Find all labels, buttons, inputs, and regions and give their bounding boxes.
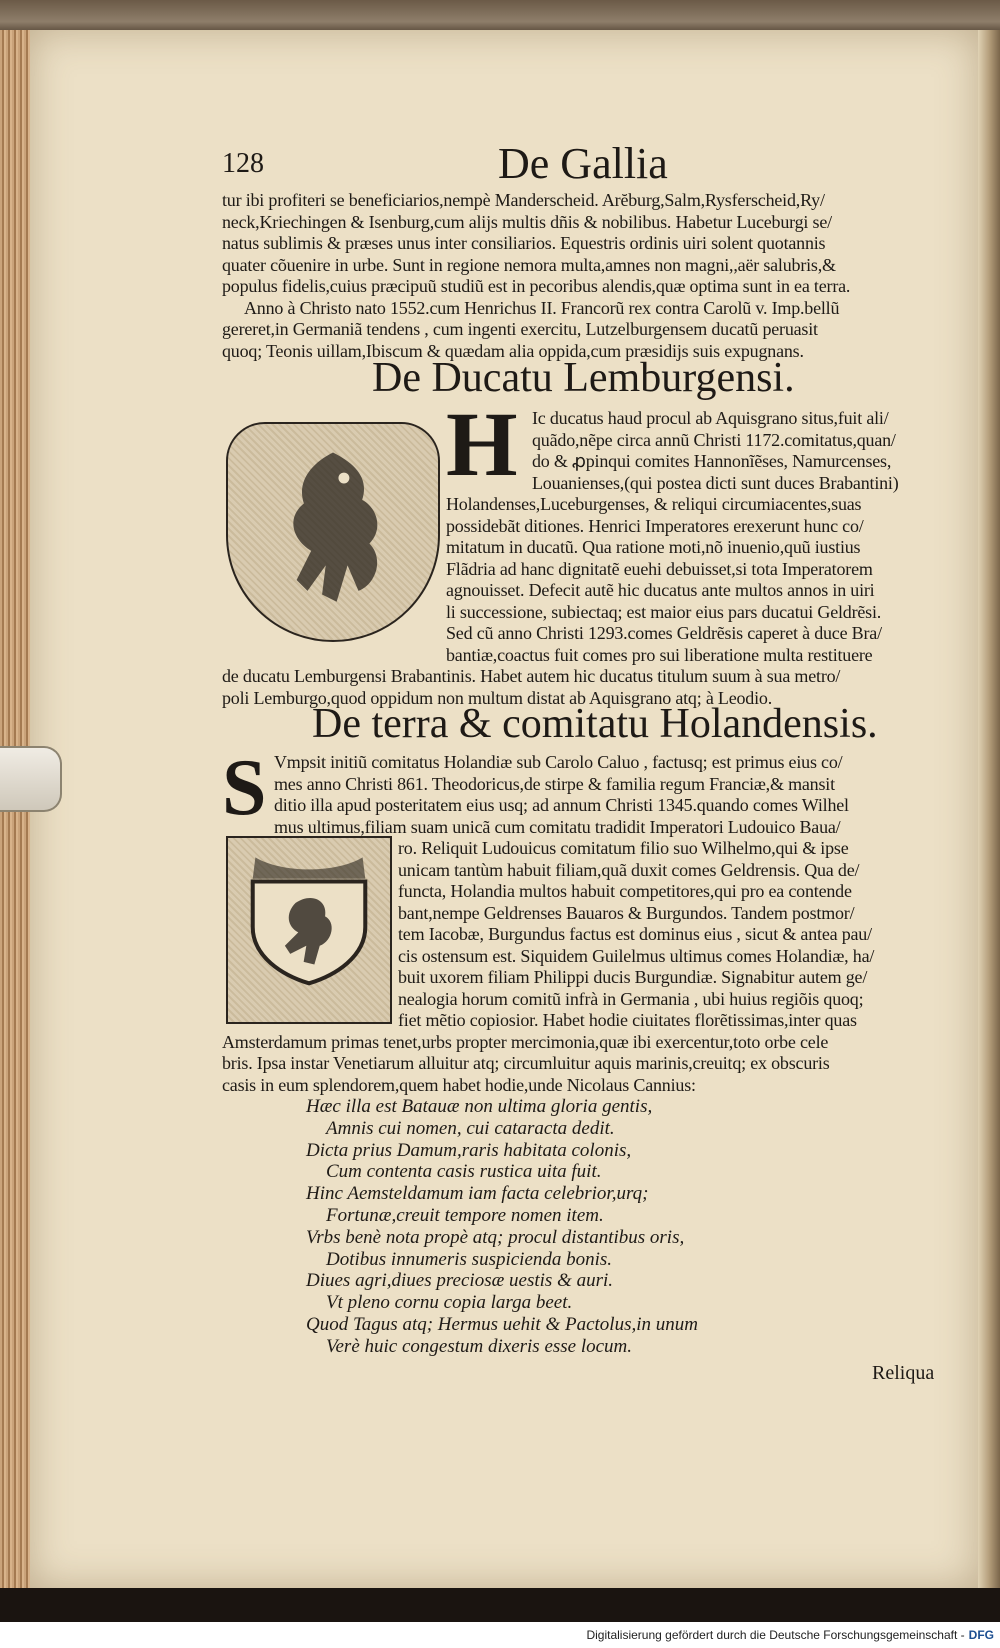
text-line: Fortunæ,creuit tempore nomen item. [326, 1205, 604, 1226]
text-line: ditio illa apud posteritatem eius usq; ad annum Christi 1345.quando comes Wilhel [274, 795, 849, 815]
dfg-logo: DFG [968, 1628, 994, 1642]
holland-coat-of-arms [226, 836, 392, 1024]
dropcap-h: H [446, 393, 518, 495]
lion-rampant-icon [242, 438, 424, 620]
dropcap-s: S [222, 744, 267, 832]
text-line: Dicta prius Damum,raris habitata colonis, [306, 1139, 632, 1161]
text-line: possidebãt ditiones. Henrici Imperatores erexerunt hunc co/ [446, 515, 864, 536]
text-line: do & ꝓpinqui comites Hannonĩẽses, Namurcenses, [532, 451, 892, 471]
text-line: Sed cũ anno Christi 1293.comes Geldrẽsis caperet à duce Bra/ [446, 623, 882, 643]
text-line: Diues agri,diues preciosæ uestis & auri. [306, 1270, 613, 1292]
heading-lemburg: De Ducatu Lemburgensi. [372, 355, 795, 401]
text-line: Vt pleno cornu copia larga beet. [326, 1292, 573, 1314]
text-line: nealogia horum comitũ infrà in Germania , ubi huius regiõis quoq; [398, 988, 864, 1009]
text-line: mus ultimus,filiam suam unicã cum comitatu tradidit Imperatori Ludouico Baua/ [274, 816, 841, 837]
text-line: populus fidelis,cuius præcipuũ studiũ est in pecoribus alendis,quæ optima sunt in ea terra. [222, 276, 851, 296]
text-line: Amnis cui nomen, cui cataracta dedit. [326, 1117, 615, 1139]
text-line: Verè huic congestum dixeris esse locum. [326, 1335, 633, 1357]
catchword: Reliqua [872, 1362, 935, 1384]
text-line: Quod Tagus atq; Hermus uehit & Pactolus,in unum [306, 1314, 698, 1335]
text-line: Hinc Aemsteldamum iam facta celebrior,urq; [306, 1183, 649, 1205]
text-line: quater cõuenire in urbe. Sunt in regione nemora multa,amnes non magni,,aër salubris,& [222, 254, 836, 275]
text-line: quoq; Teonis uillam,Ibiscum & quædam alia oppida,cum præsidijs suis expugnans. [222, 340, 804, 361]
text-line: Vrbs benè nota propè atq; procul distantibus oris, [306, 1226, 685, 1248]
footer-text: Digitalisierung gefördert durch die Deutsche Forschungsgemeinschaft - [586, 1628, 965, 1642]
text-line: bris. Ipsa instar Venetiarum alluitur atq; circumluitur aquis marinis,creuitq; ex obscuris [222, 1053, 830, 1073]
text-line: casis in eum splendorem,quem habet hodie,unde Nicolaus Cannius: [222, 1074, 696, 1095]
text-line: bant,nempe Geldrenses Bauaros & Burgundos. Tandem postmor/ [398, 902, 855, 923]
text-line: Anno à Christo nato 1552.cum Henrichus II. Francorũ rex contra Carolũ v. Imp.bellũ [244, 297, 840, 318]
text-line: mes anno Christi 861. Theodoricus,de stirpe & familia regum Franciæ,& mansit [274, 773, 835, 794]
text-line: Cum contenta casis rustica uita fuit. [326, 1161, 602, 1183]
text-line: ro. Reliquit Ludouicus comitatum filio suo Wilhelmo,qui & ipse [398, 838, 849, 858]
text-line: Dotibus innumeris suspicienda bonis. [326, 1248, 613, 1270]
text-line: fiet mẽtio copiosior. Habet hodie ciuitates florẽtissimas,inter quas [398, 1010, 857, 1030]
text-line: gereret,in Germaniã tendens , cum ingenti exercitu, Lutzelburgensem ducatũ peruasit [222, 319, 818, 339]
text-line: bantiæ,coactus fuit comes pro sui liberatione multa restituere [446, 644, 873, 665]
text-line: Holandenses,Luceburgenses, & reliqui circumiacentes,suas [446, 494, 862, 514]
text-line: Ic ducatus haud procul ab Aquisgrano situs,fuit ali/ [532, 408, 889, 428]
running-head: De Gallia [498, 139, 668, 188]
text-line: Amsterdamum primas tenet,urbs propter mercimonia,quæ ibi exercentur,toto orbe cele [222, 1031, 829, 1052]
lion-shield-icon [242, 852, 376, 986]
digitization-footer [0, 1622, 1000, 1648]
text-line: agnouisset. Defecit autẽ hic ducatus ante multos annos in uiri [446, 580, 875, 600]
text-line: tem Iacobæ, Burgundus factus est dominus eius , sicut & antea pau/ [398, 924, 872, 944]
text-line: cis ostensum est. Siquidem Guilelmus ultimus comes Holandiæ, ha/ [398, 945, 875, 966]
text-line: tur ibi profiteri se beneficiarios,nempè Manderscheid. Arĕburg,Salm,Rysferscheid,Ry/ [222, 190, 825, 210]
text-line: li successione, subiectaq; est maior eius pars ducatui Geldrẽsi. [446, 601, 882, 622]
text-line: Vmpsit initiũ comitatus Holandiæ sub Carolo Caluo , factusq; est primus eius co/ [274, 752, 843, 772]
text-line: neck,Kriechingen & Isenburg,cum alijs multis dñis & nobilibus. Habetur Luceburgi se/ [222, 211, 832, 232]
text-line: Flãdria ad hanc dignitatẽ euehi debuisset,si tota Imperatorem [446, 558, 873, 579]
text-line: Hæc illa est Batauæ non ultima gloria gentis, [306, 1096, 653, 1117]
text-line: mitatum in ducatũ. Qua ratione moti,nõ inuenio,quũ iustius [446, 537, 861, 557]
heading-holland: De terra & comitatu Holandensis. [312, 701, 878, 747]
text-line: natus sublimis & præses unus inter consiliarios. Equestris ordinis uiri solent quotannis [222, 233, 826, 253]
text-line: buit uxorem filiam Philippi ducis Burgundiæ. Signabitur autem ge/ [398, 967, 868, 987]
text-line: poli Lemburgo,quod oppidum non multum distat ab Aquisgrano atq; à Leodio. [222, 687, 773, 708]
text-line: de ducatu Lemburgensi Brabantinis. Habet autem hic ducatus titulum suum à sua metro/ [222, 666, 841, 686]
text-line: Louanienses,(qui postea dicti sunt duces Brabantini) [532, 472, 899, 493]
text-line: quãdo,nẽpe circa annũ Christi 1172.comitatus,quan/ [532, 429, 896, 450]
text-line: functa, Holandia multos habuit competitores,qui pro ea contende [398, 881, 852, 901]
lemburg-coat-of-arms [226, 422, 440, 642]
book-page-stack-right [978, 30, 1000, 1590]
page-number: 128 [222, 148, 264, 179]
page-clip [0, 746, 62, 812]
text-line: unicam tantùm habuit filiam,quã duxit comes Geldrensis. Qua de/ [398, 859, 860, 880]
